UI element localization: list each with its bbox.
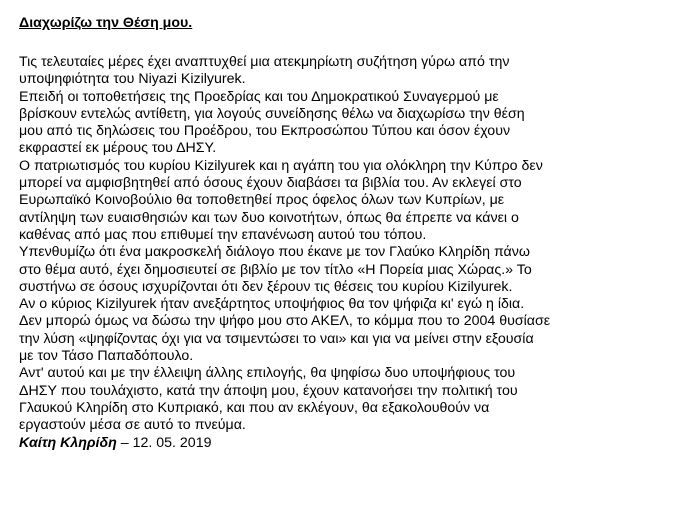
document bbox=[19, 14, 679, 452]
body-line: εργαστούν μέσα σε αυτό το πνεύμα. bbox=[19, 417, 246, 434]
signature-date: – 12. 05. 2019 bbox=[120, 434, 212, 451]
signature bbox=[19, 435, 679, 452]
body-line: καθένας από μας που επιθυμεί την επανένωση αυτού του τόπου. bbox=[19, 226, 427, 243]
body-line: Ο πατριωτισμός του κυρίου Kizilyurek και η αγάπη του για ολόκληρη την Κύπρο δεν bbox=[19, 157, 543, 174]
document-title: Διαχωρίζω την Θέση μου. bbox=[19, 15, 193, 31]
body-line: συστήνω σε όσους ισχυρίζονται ότι δεν ξέρουν τις θέσεις του κυρίου Kizilyurek. bbox=[19, 278, 513, 295]
body-line: βρίσκουν εντελώς αντίθετη, για λογούς συνείδησης θέλω να διαχωρίσω την θέση bbox=[19, 105, 525, 122]
body-line: Δεν μπορώ όμως να δώσω την ψήφο μου στο ΑΚΕΛ, το κόμμα που το 2004 θυσίασε bbox=[19, 313, 551, 330]
body-line: υποψηφιότητα του Niyazi Kizilyurek. bbox=[19, 71, 246, 88]
body-line: μου από τις δηλώσεις του Προέδρου, του Εκπροσώπου Τύπου και όσον έχουν bbox=[19, 123, 511, 140]
body-line: Υπενθυμίζω ότι ένα μακροσκελή διάλογο που έκανε με τον Γλαύκο Κληρίδη πάνω bbox=[19, 244, 530, 261]
body-line: στο θέμα αυτό, έχει δημοσιευτεί σε βιβλίο με τον τίτλο «Η Πορεία μιας Χώρας.» Το bbox=[19, 261, 532, 278]
body-line: Γλαυκού Κληρίδη στο Κυπριακό, και που αν εκλέγουν, θα εξακολουθούν να bbox=[19, 399, 490, 416]
body-line: με τον Τάσο Παπαδόπουλο. bbox=[19, 348, 194, 365]
body-line: αντίληψη των ευαισθησιών και των δυο κοινοτήτων, όπως θα έπρεπε να κάνει ο bbox=[19, 209, 519, 226]
signature-name: Καίτη Κληρίδη bbox=[19, 434, 117, 451]
body-line: Τις τελευταίες μέρες έχει αναπτυχθεί μια ατεκμηρίωτη συζήτηση γύρω από την bbox=[19, 54, 510, 70]
body-line: Αν ο κύριος Kizilyurek ήταν ανεξάρτητος υποψήφιος θα τον ψήφιζα κι' εγώ η ίδια. bbox=[19, 296, 525, 313]
body-line: εκφραστεί εκ μέρους του ΔΗΣΥ. bbox=[19, 140, 217, 157]
body-line: Αντ' αυτού και με την έλλειψη άλλης επιλογής, θα ψηφίσω δυο υποψήφιους του bbox=[19, 365, 516, 382]
body-line: ΔΗΣΥ που τουλάχιστο, κατά την άποψη μου, έχουν κατανοήσει την πολιτική του bbox=[19, 382, 518, 399]
body-line: την λύση «ψηφίζοντας όχι για να τσιμεντώσει το ναι» και για να μείνει στην εξουσία bbox=[19, 330, 534, 347]
document-body bbox=[19, 54, 679, 435]
body-line: μπορεί να αμφισβητηθεί από όσους έχουν διαβάσει τα βιβλία του. Αν εκλεγεί στο bbox=[19, 175, 522, 192]
body-line: Ευρωπαϊκό Κοινοβούλιο θα τοποθετηθεί προς όφελος όλων των Κυπρίων, με bbox=[19, 192, 505, 209]
body-line: Επειδή οι τοποθετήσεις της Προεδρίας και του Δημοκρατικού Συναγερμού με bbox=[19, 88, 499, 105]
